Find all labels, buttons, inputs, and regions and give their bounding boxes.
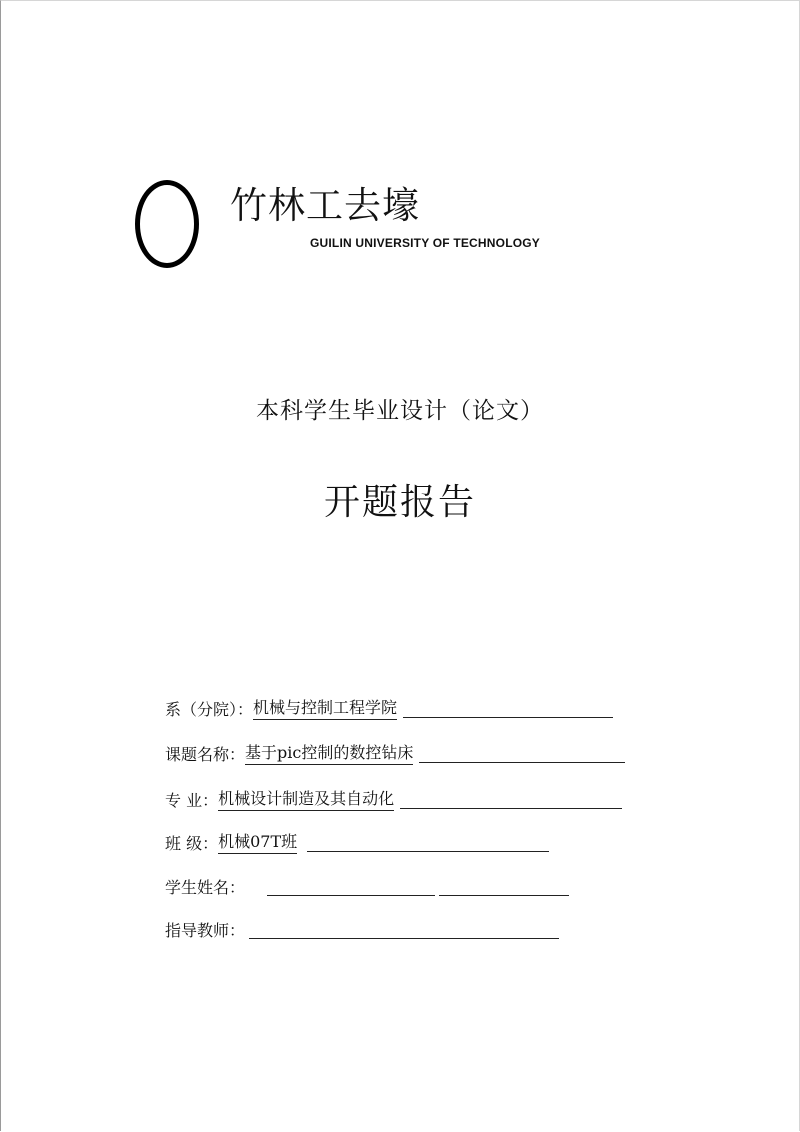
field-underline bbox=[249, 937, 559, 939]
field-label: 学生姓名： bbox=[165, 878, 246, 897]
school-name-cn: 竹林工去壕 bbox=[230, 184, 420, 227]
field-underline bbox=[400, 807, 622, 809]
field-label: 课题名称： bbox=[165, 745, 246, 764]
field-department bbox=[165, 692, 613, 720]
field-underline bbox=[403, 716, 613, 718]
field-class bbox=[165, 826, 549, 854]
field-label: 专 业： bbox=[165, 791, 219, 810]
field-underline bbox=[419, 761, 625, 763]
school-name-en: GUILIN UNIVERSITY OF TECHNOLOGY bbox=[310, 236, 540, 250]
field-value: 基于pic控制的数控钻床 bbox=[245, 740, 413, 765]
field-student-name bbox=[165, 870, 569, 898]
field-underline bbox=[267, 894, 435, 896]
field-label: 班 级： bbox=[165, 834, 219, 853]
field-value: 机械设计制造及其自动化 bbox=[218, 786, 394, 811]
document-type: 本科学生毕业设计（论文） bbox=[256, 398, 544, 424]
document-title: 开题报告 bbox=[323, 482, 476, 523]
field-topic bbox=[165, 737, 625, 765]
field-advisor bbox=[165, 913, 559, 941]
field-underline bbox=[307, 850, 549, 852]
field-label: 系（分院）： bbox=[165, 700, 254, 719]
field-label: 指导教师： bbox=[165, 921, 246, 940]
field-value: 机械07T班 bbox=[218, 829, 297, 854]
university-logo-icon bbox=[135, 180, 199, 268]
field-value: 机械与控制工程学院 bbox=[253, 695, 397, 720]
field-major bbox=[165, 783, 622, 811]
field-underline bbox=[439, 894, 569, 896]
